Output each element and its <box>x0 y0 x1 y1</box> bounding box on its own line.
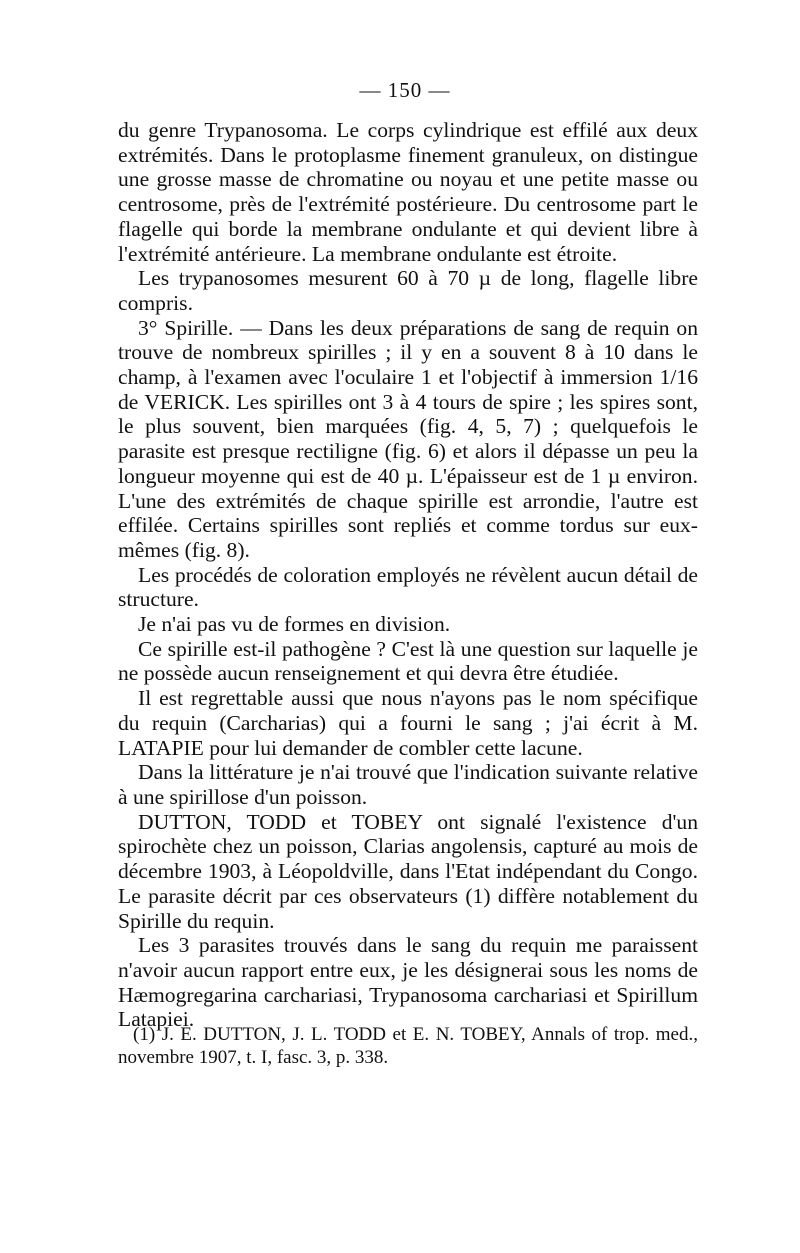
paragraph-5: Je n'ai pas vu de formes en division. <box>138 612 451 637</box>
footnotes <box>118 1023 698 1069</box>
body-text <box>118 118 698 1032</box>
paragraph-1: du genre Trypanosoma. Le corps cylindrique est effilé aux deux extrémités. Dans le protoplasme finement granuleux, on distingue une grosse masse de chromatine ou noyau et une petite masse ou centrosome, près de l'extrémité postérieure. Du centrosome part le flagelle qui borde la membrane ondulante et qui devient libre à l'extrémité antérieure. La membrane ondulante est étroite. <box>118 118 698 266</box>
paragraph-7: Il est regrettable aussi que nous n'ayons pas le nom spécifique du requin (Carcharias) qui a fourni le sang ; j'ai écrit à M. LATAPIE pour lui demander de combler cette lacune. <box>118 686 698 760</box>
footnote-1: (1) J. E. DUTTON, J. L. TODD et E. N. TOBEY, Annals of trop. med., novembre 1907, t. I, fasc. 3, p. 338. <box>118 1024 698 1068</box>
paragraph-4: Les procédés de coloration employés ne révèlent aucun détail de structure. <box>118 562 698 612</box>
paragraph-2: Les trypanosomes mesurent 60 à 70 µ de long, flagelle libre compris. <box>118 266 698 315</box>
paragraph-6: Ce spirille est-il pathogène ? C'est là une question sur laquelle je ne possède aucun renseignement et qui devra être étudiée. <box>118 636 698 686</box>
page-number: — 150 — <box>359 78 451 102</box>
paragraph-10: Les 3 parasites trouvés dans le sang du requin me paraissent n'avoir aucun rapport entre eux, je les désignerai sous les noms de Hæmogregarina carchariasi, Trypanosoma carchariasi et Spirillum Latapiei. <box>118 933 698 1032</box>
paragraph-3: 3° Spirille. — Dans les deux préparations de sang de requin on trouve de nombreux spirilles ; il y en a souvent 8 à 10 dans le champ, à l'examen avec l'oculaire 1 et l'objectif à immersion 1/16 de VERICK. Les spirilles ont 3 à 4 tours de spire ; les spires sont, le plus souvent, bien marquées (fig. 4, 5, 7) ; quelquefois le parasite est presque rectiligne (fig. 6) et alors il dépasse un peu la longueur moyenne qui est de 40 µ. L'épaisseur est de 1 µ environ. L'une des extrémités de chaque spirille est arrondie, l'autre est effilée. Certains spirilles sont repliés et comme tordus sur eux-mêmes (fig. 8). <box>118 315 698 562</box>
paragraph-9: DUTTON, TODD et TOBEY ont signalé l'existence d'un spirochète chez un poisson, Clarias angolensis, capturé au mois de décembre 1903, à Léopoldville, dans l'Etat indépendant du Congo. Le parasite décrit par ces observateurs (1) diffère notablement du Spirille du requin. <box>118 809 698 933</box>
paragraph-8: Dans la littérature je n'ai trouvé que l'indication suivante relative à une spirillose d'un poisson. <box>118 760 698 809</box>
